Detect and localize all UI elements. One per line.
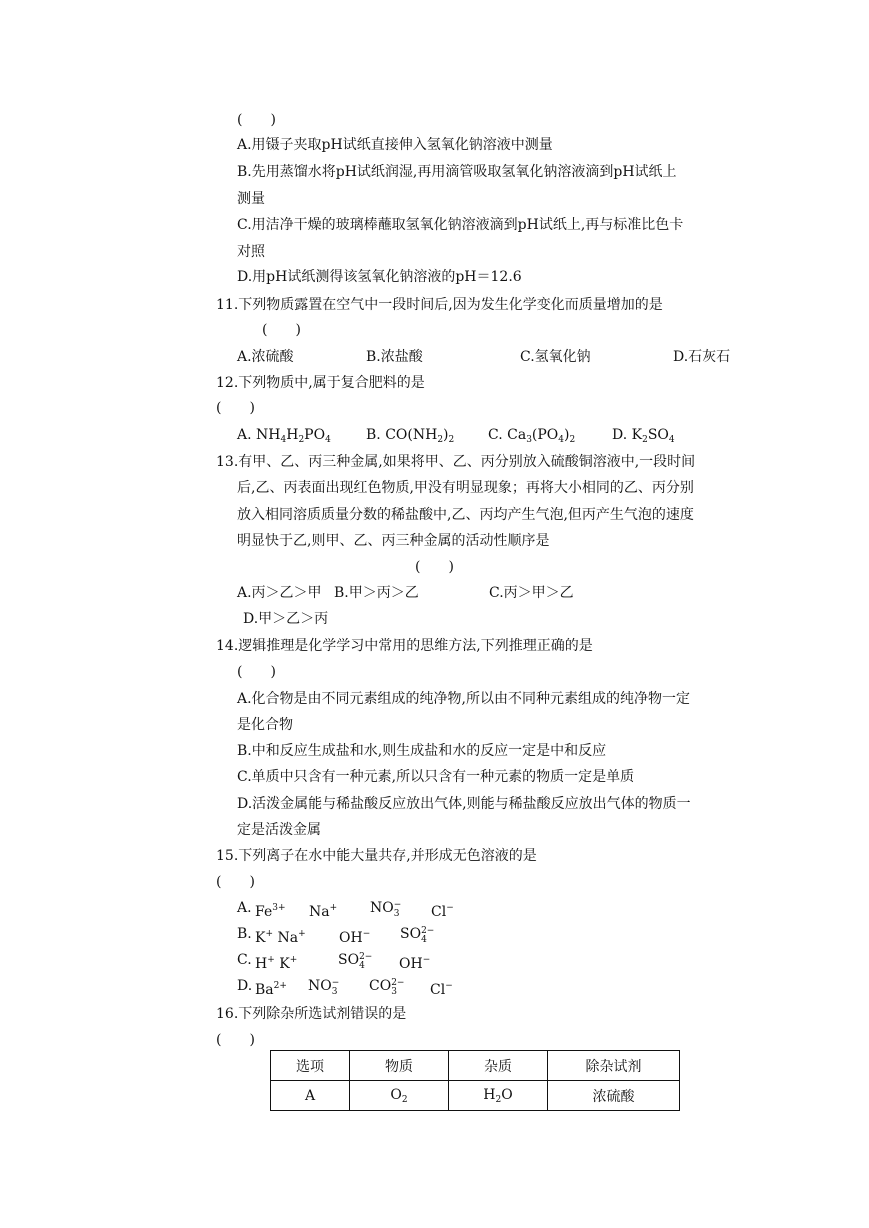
q14-stem: 14.逻辑推理是化学学习中常用的思维方法,下列推理正确的是 xyxy=(216,638,593,654)
q12-paren: ( ) xyxy=(216,400,255,416)
q13-stem-line1: 13.有甲、乙、丙三种金属,如果将甲、乙、丙分别放入硫酸铜溶液中,一段时间 xyxy=(216,454,696,470)
q12-option-a-label: A. xyxy=(237,427,252,443)
q11-option-a: A.浓硫酸 xyxy=(237,349,294,365)
q12-option-c-label: C. xyxy=(488,427,503,443)
table-header-row xyxy=(271,1051,680,1081)
q10-option-b-line1: B.先用蒸馏水将pH试纸润湿,再用滴管吸取氢氧化钠溶液滴到pH试纸上 xyxy=(237,164,677,180)
table-header-cell: 杂质 xyxy=(449,1051,548,1081)
table-cell-substance: $O_2$ xyxy=(350,1081,449,1111)
q13-stem-line3: 放入相同溶质质量分数的稀盐酸中,乙、丙均产生气泡,但丙产生气泡的速度 xyxy=(237,507,694,523)
q14-option-d-line1: D.活泼金属能与稀盐酸反应放出气体,则能与稀盐酸反应放出气体的物质一 xyxy=(237,796,691,812)
q13-option-d: D.甲＞乙＞丙 xyxy=(243,611,329,627)
q11-stem: 11.下列物质露置在空气中一段时间后,因为发生化学变化而质量增加的是 xyxy=(216,297,663,313)
q14-option-a-line1: A.化合物是由不同元素组成的纯净物,所以由不同种元素组成的纯净物一定 xyxy=(237,691,691,707)
q12-option-b: B. $CO(NH_2)_2$ xyxy=(366,427,455,445)
table-cell-reagent: 浓硫酸 xyxy=(548,1081,680,1111)
table-cell-option: A xyxy=(271,1081,350,1111)
q14-paren: ( ) xyxy=(237,664,276,680)
q13-stem-line2: 后,乙、丙表面出现红色物质,甲没有明显现象；再将大小相同的乙、丙分别 xyxy=(237,480,694,496)
q11-option-d: D.石灰石 xyxy=(673,349,731,365)
table-cell-impurity: $H_2O$ xyxy=(449,1081,548,1111)
q12-option-a: A. $NH_4H_2PO_4$ xyxy=(237,427,331,445)
q12-option-c: C. $Ca_3(PO_4)_2$ xyxy=(488,427,576,445)
q12-option-d: D. $K_2SO_4$ xyxy=(612,427,675,445)
q16-stem: 16.下列除杂所选试剂错误的是 xyxy=(216,1006,407,1022)
q10-paren: ( ) xyxy=(237,112,276,128)
q15-option-a-label: A. xyxy=(237,900,252,916)
q10-option-c-line1: C.用洁净干燥的玻璃棒蘸取氢氧化钠溶液滴到pH试纸上,再与标准比色卡 xyxy=(237,217,684,233)
q15-stem: 15.下列离子在水中能大量共存,并形成无色溶液的是 xyxy=(216,848,537,864)
table-header-cell: 选项 xyxy=(271,1051,350,1081)
q11-paren: ( ) xyxy=(262,322,301,338)
q15-option-d-label: D. xyxy=(237,978,253,994)
table-header-cell: 物质 xyxy=(350,1051,449,1081)
q14-option-d-line2: 定是活泼金属 xyxy=(237,822,321,838)
table-header-cell: 除杂试剂 xyxy=(548,1051,680,1081)
q13-paren: ( ) xyxy=(415,559,454,575)
q13-option-b: B.甲＞丙＞乙 xyxy=(334,585,419,601)
q14-option-b: B.中和反应生成盐和水,则生成盐和水的反应一定是中和反应 xyxy=(237,743,607,759)
q10-option-c-line2: 对照 xyxy=(237,244,265,260)
q10-option-b-line2: 测量 xyxy=(237,191,265,207)
q13-option-c: C.丙＞甲＞乙 xyxy=(489,585,574,601)
q15-option-a: A. $Fe^{3+}$ Na+ NO − 3 Cl− xyxy=(237,900,454,920)
q15-option-c-label: C. xyxy=(237,952,252,968)
q12-stem: 12.下列物质中,属于复合肥料的是 xyxy=(216,375,425,391)
q11-option-b: B.浓盐酸 xyxy=(366,349,423,365)
q15-option-b-label: B. xyxy=(237,926,252,942)
q10-option-d: D.用pH试纸测得该氢氧化钠溶液的pH＝12.6 xyxy=(237,269,522,285)
table-row xyxy=(271,1081,680,1111)
q16-paren: ( ) xyxy=(216,1032,255,1048)
q14-option-a-line2: 是化合物 xyxy=(237,717,293,733)
q11-option-c: C.氢氧化钠 xyxy=(520,349,591,365)
q15-paren: ( ) xyxy=(216,874,255,890)
q10-option-a: A.用镊子夹取pH试纸直接伸入氢氧化钠溶液中测量 xyxy=(237,137,553,153)
q13-stem-line4: 明显快于乙,则甲、乙、丙三种金属的活动性顺序是 xyxy=(237,533,550,549)
q15-option-d: D. $Ba^{2+}$ NO − 3 CO 2− 3 Cl− xyxy=(237,978,453,998)
q16-table xyxy=(270,1050,680,1111)
q14-option-c: C.单质中只含有一种元素,所以只含有一种元素的物质一定是单质 xyxy=(237,769,635,785)
q12-option-d-label: D. xyxy=(612,427,628,443)
q12-option-b-label: B. xyxy=(366,427,381,443)
q15-option-c: C. H+ K+ SO 2− 4 OH− xyxy=(237,952,431,972)
q15-option-b: B. K+ Na+ OH− SO 2− 4 xyxy=(237,926,435,946)
q13-option-a: A.丙＞乙＞甲 xyxy=(237,585,322,601)
